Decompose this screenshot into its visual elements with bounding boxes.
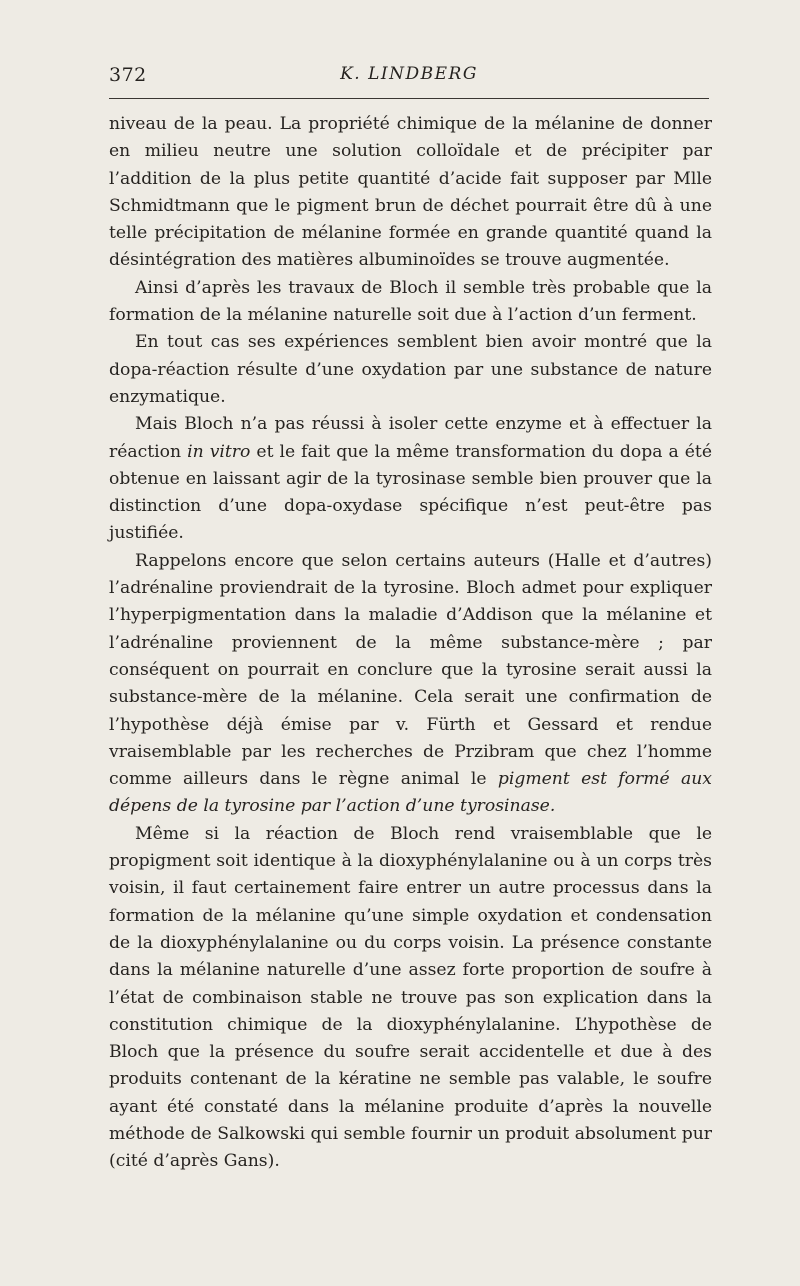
body-text [109,111,712,1176]
running-head: K. LINDBERG [340,64,478,84]
paragraph-text: Rappelons encore que selon certains auteurs (Halle et d’autres) l’adrénaline proviendrait de la tyrosine. Bloch admet pour expliquer l’hyperpigmentation dans la maladie d’Addison que la mélanine et l’adrénaline proviennent de la même substance-mère ; par conséquent on pourrait en conclure que la tyrosine serait aussi la substance-mère de la mélanine. Cela serait une confirmation de l’hypothèse déjà émise par v. Fürth et Gessard et rendue vraisemblable par les recherches de Przibram que chez l’homme comme ailleurs dans le règne animal le [109,550,712,790]
paragraph: En tout cas ses expériences semblent bien avoir montré que la dopa-réaction résulte d’une oxydation par une substance de nature enzymatique. [109,332,712,407]
paragraph [109,411,712,547]
page-header [109,64,709,92]
paragraph: niveau de la peau. La propriété chimique de la mélanine de donner en milieu neutre une solution colloïdale et de précipiter par l’addition de la plus petite quantité d’acide fait supposer par Mlle Schmidtmann que le pigment brun de déchet pourrait être dû à une telle précipitation de mélanine formée en grande quantité quand la désintégration des matières albuminoïdes se trouve augmentée. [109,114,712,271]
paragraph-text: et le fait que la même transformation du dopa a été obtenue en laissant agir de la tyrosinase semble bien prouver que la distinction d’une dopa-oxydase spécifique n’est peut-être pas justifiée. [109,441,712,544]
paragraph: Même si la réaction de Bloch rend vraisemblable que le propigment soit identique à la dioxyphénylalanine ou à un corps très voisin, il faut certainement faire entrer un autre processus dans la formation de la mélanine qu’une simple oxydation et condensation de la dioxyphénylalanine ou du corps voisin. La présence constante dans la mélanine naturelle d’une assez forte proportion de soufre à l’état de combinaison stable ne trouve pas son explication dans la constitution chimique de la dioxyphénylalanine. L’hypothèse de Bloch que la présence du soufre serait accidentelle et due à des produits contenant de la kératine ne semble pas valable, le soufre ayant été constaté dans la mélanine produite d’après la nouvelle méthode de Salkowski qui semble fournir un produit absolument pur (cité d’après Gans). [109,823,712,1172]
italic-phrase: in vitro [187,441,251,462]
italic-phrase: pigment est formé aux dépens de la tyrosine par l’action d’une tyrosinase. [109,769,712,817]
page-number: 372 [109,64,147,86]
paragraph [109,548,712,821]
paragraph: Ainsi d’après les travaux de Bloch il semble très probable que la formation de la mélanine naturelle soit due à l’action d’un ferment. [109,277,712,326]
header-rule [109,98,709,99]
paragraph-text: Mais Bloch n’a pas réussi à isoler cette enzyme et à effectuer la réaction [109,414,712,462]
